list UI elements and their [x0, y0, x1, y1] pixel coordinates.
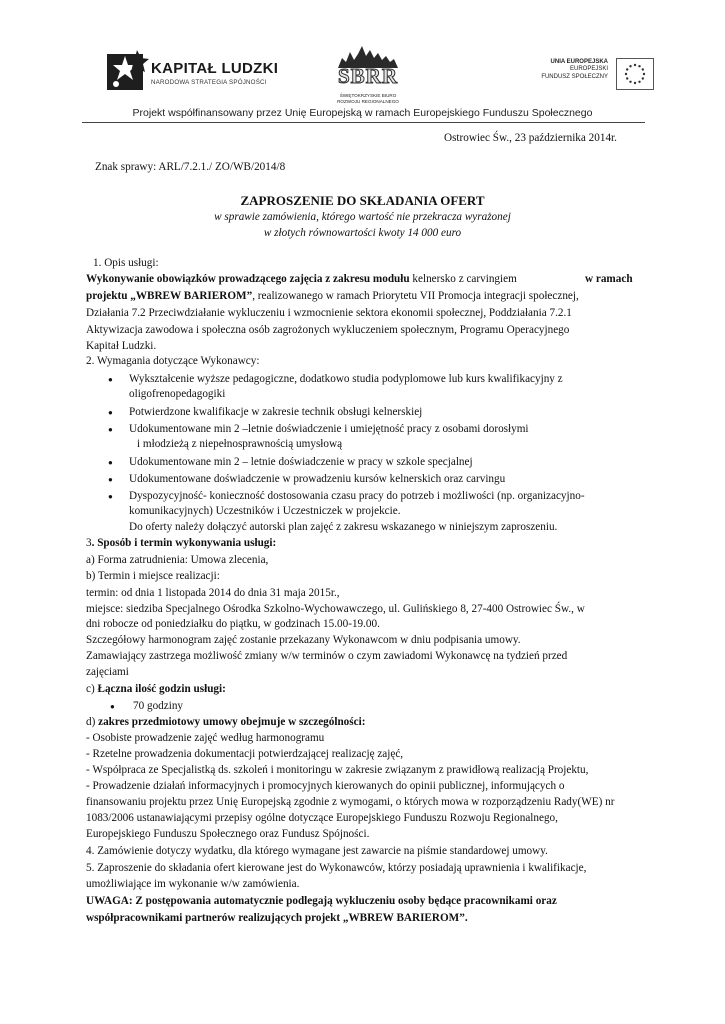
change-note-a: Zamawiający zastrzega możliwość zmiany w/w terminów o czym zawiadomi Wykonawcę na tydzień przed [86, 650, 568, 662]
hours-value: 70 godziny [133, 700, 184, 712]
scope-item-2: - Rzetelne prowadzenia dokumentacji potwierdzającej realizację zajęć, [86, 748, 404, 760]
eu-logo [522, 58, 654, 92]
section-1-bold-lead: Wykonywanie obowiązków prowadzącego zajęcia z zakresu modułu [86, 273, 410, 285]
scope-title: zakres przedmiotowy umowy obejmuje w szczególności: [98, 716, 366, 728]
scope-prefix: d) [86, 716, 99, 728]
section-1-line-5: Kapitał Ludzki. [86, 340, 157, 352]
requirement-2: Potwierdzone kwalifikacje w zakresie technik obsługi kelnerskiej [129, 406, 423, 418]
employment-form: a) Forma zatrudnienia: Umowa zlecenia, [86, 554, 269, 566]
document-subtitle-2: w złotych równowartości kwoty 14 000 euro [263, 227, 462, 239]
bullet-icon: ● [108, 408, 113, 417]
sbrr-subtitle-line-2: ROZWOJU REGIONALNEGO [337, 98, 399, 104]
section-1-line-1 [86, 273, 517, 286]
bullet-icon: ● [108, 492, 113, 501]
scope-item-4a: - Prowadzenie działań informacyjnych i promocyjnych kierowanych do opinii publicznej, informujących o [86, 780, 565, 792]
requirement-4: Udokumentowane min 2 – letnie doświadczenie w pracy w szkole specjalnej [129, 456, 473, 468]
scope-item-1: - Osobiste prowadzenie zajęć według harmonogramu [86, 732, 325, 744]
header-divider [82, 122, 645, 123]
section-1-line-3: Działania 7.2 Przeciwdziałanie wykluczeniu i wzmocnienie sektora ekonomii społecznej, Poddziałania 7.2.1 [86, 307, 572, 319]
kapital-ludzki-logo [107, 50, 282, 96]
requirement-1b: oligofrenopedagogiki [129, 388, 226, 400]
section-1-module: kelnersko z carvingiem [409, 273, 517, 285]
case-number: Znak sprawy: ARL/7.2.1./ ZO/WB/2014/8 [95, 161, 286, 173]
letterhead [0, 0, 725, 130]
section-3-title: . Sposób i termin wykonywania usługi: [91, 537, 277, 549]
change-note-b: zajęciami [86, 666, 129, 678]
scope-item-4d: Europejskiego Funduszu Społecznego oraz Fundusz Spójności. [86, 828, 370, 840]
bullet-icon: ● [108, 375, 113, 384]
scope-heading [86, 716, 365, 729]
section-3-number: 3 [86, 537, 92, 549]
project-name: projektu „WBREW BARIEROM” [86, 290, 253, 302]
scope-item-4c: 1083/2006 ustanawiającymi przepisy ogólne dotyczące Europejskiego Funduszu Rozwoju Regionalnego, [86, 812, 558, 824]
section-1-w-ramach: w ramach [585, 273, 633, 285]
schedule-note: Szczegółowy harmonogram zajęć zostanie przekazany Wykonawcom w dniu podpisania umowy. [86, 634, 521, 646]
working-days: dni robocze od poniedziałku do piątku, w godzinach 15.00-19.00. [86, 618, 380, 630]
section-1-line-2 [86, 290, 579, 303]
requirement-6b: komunikacyjnych) Uczestników i Uczestniczek w projekcie. [129, 505, 401, 517]
eu-line-1: UNIA EUROPEJSKA [550, 59, 608, 65]
eu-text [522, 59, 608, 81]
warning-line-1: UWAGA: Z postępowania automatycznie podlegają wykluczeniu osoby będące pracownikami oraz [86, 895, 557, 907]
requirement-1a: Wykształcenie wyższe pedagogiczne, dodatkowo studia podyplomowe lub kurs kwalifikacyjny z [129, 373, 563, 385]
kapital-ludzki-star-icon [107, 50, 149, 94]
section-1-line-4: Aktywizacja zawodowa i społeczna osób zagrożonych wykluczeniem społecznym, Programu Operacyjnego [86, 324, 570, 336]
requirement-note: Do oferty należy dołączyć autorski plan zajęć z zakresu wskazanego w niniejszym zaproszeniu. [129, 521, 558, 533]
kapital-ludzki-subtitle: NARODOWA STRATEGIA SPÓJNOŚCI [151, 79, 267, 86]
section-1-heading: 1. Opis usługi: [93, 257, 159, 269]
bullet-icon: ● [110, 702, 115, 711]
place-line: miejsce: siedziba Specjalnego Ośrodka Szkolno-Wychowawczego, ul. Gulińskiego 8, 27-400 Ostrowiec Św., w [86, 603, 585, 615]
term-dates: termin: od dnia 1 listopada 2014 do dnia 31 maja 2015r., [86, 587, 340, 599]
sbrr-wordmark: SBRR [337, 64, 399, 88]
bullet-icon: ● [108, 475, 113, 484]
hours-title: Łączna ilość godzin usługi: [97, 683, 226, 695]
place-date: Ostrowiec Św., 23 października 2014r. [444, 132, 617, 144]
scope-item-4b: finansowaniu projektu przez Unię Europejską zgodnie z wymogami, o których mowa w rozporządzeniu Rady(WE) nr [86, 796, 615, 808]
bullet-icon: ● [108, 458, 113, 467]
eu-line-2: EUROPEJSKI [569, 66, 608, 73]
requirement-3b: i młodzieżą z niepełnosprawnością umysłową [137, 438, 343, 450]
hours-prefix: c) [86, 683, 98, 695]
sbrr-subtitle [332, 93, 404, 104]
paragraph-4: 4. Zamówienie dotyczy wydatku, dla którego wymagane jest zawarcie na piśmie standardowej umowy. [86, 845, 548, 857]
sbrr-logo [332, 44, 404, 110]
section-1-line-2-rest: , realizowanego w ramach Priorytetu VII Promocja integracji społecznej, [252, 290, 579, 302]
hours-heading [86, 683, 226, 696]
kapital-ludzki-title: KAPITAŁ LUDZKI [151, 60, 279, 77]
term-place-heading: b) Termin i miejsce realizacji: [86, 570, 220, 582]
section-2-heading: 2. Wymagania dotyczące Wykonawcy: [86, 355, 260, 367]
requirement-6a: Dyspozycyjność- konieczność dostosowania czasu pracy do potrzeb i możliwości (np. organizacyjno- [129, 490, 585, 502]
warning-line-2: współpracownikami partnerów realizujących projekt „WBREW BARIEROM”. [86, 912, 468, 924]
section-3-heading [86, 537, 276, 550]
requirement-5: Udokumentowane doświadczenie w prowadzeniu kursów kelnerskich oraz carvingu [129, 473, 506, 485]
paragraph-5b: umożliwiające im wykonanie w/w zamówienia. [86, 878, 300, 890]
bullet-icon: ● [108, 425, 113, 434]
sbrr-subtitle-line-1: ŚWIĘTOKRZYSKIE BIURO [339, 93, 397, 98]
requirement-3a: Udokumentowane min 2 –letnie doświadczenie i umiejętność pracy z osobami dorosłymi [129, 423, 529, 435]
scope-item-3: - Współpraca ze Specjalistką ds. szkoleń i monitoringu w zakresie związanym z prawidłową realizacją Projektu, [86, 764, 589, 776]
eu-flag-icon [616, 58, 654, 90]
cofinancing-note: Projekt współfinansowany przez Unię Europejską w ramach Europejskiego Funduszu Społecznego [132, 107, 593, 119]
document-subtitle-1: w sprawie zamówienia, którego wartość nie przekracza wyrażonej [214, 211, 511, 223]
eu-line-3: FUNDUSZ SPOŁECZNY [541, 73, 608, 80]
paragraph-5a: 5. Zaproszenie do składania ofert kierowane jest do Wykonawców, którzy posiadają uprawnienia i kwalifikacje, [86, 862, 587, 874]
document-title: ZAPROSZENIE DO SKŁADANIA OFERT [240, 193, 485, 208]
